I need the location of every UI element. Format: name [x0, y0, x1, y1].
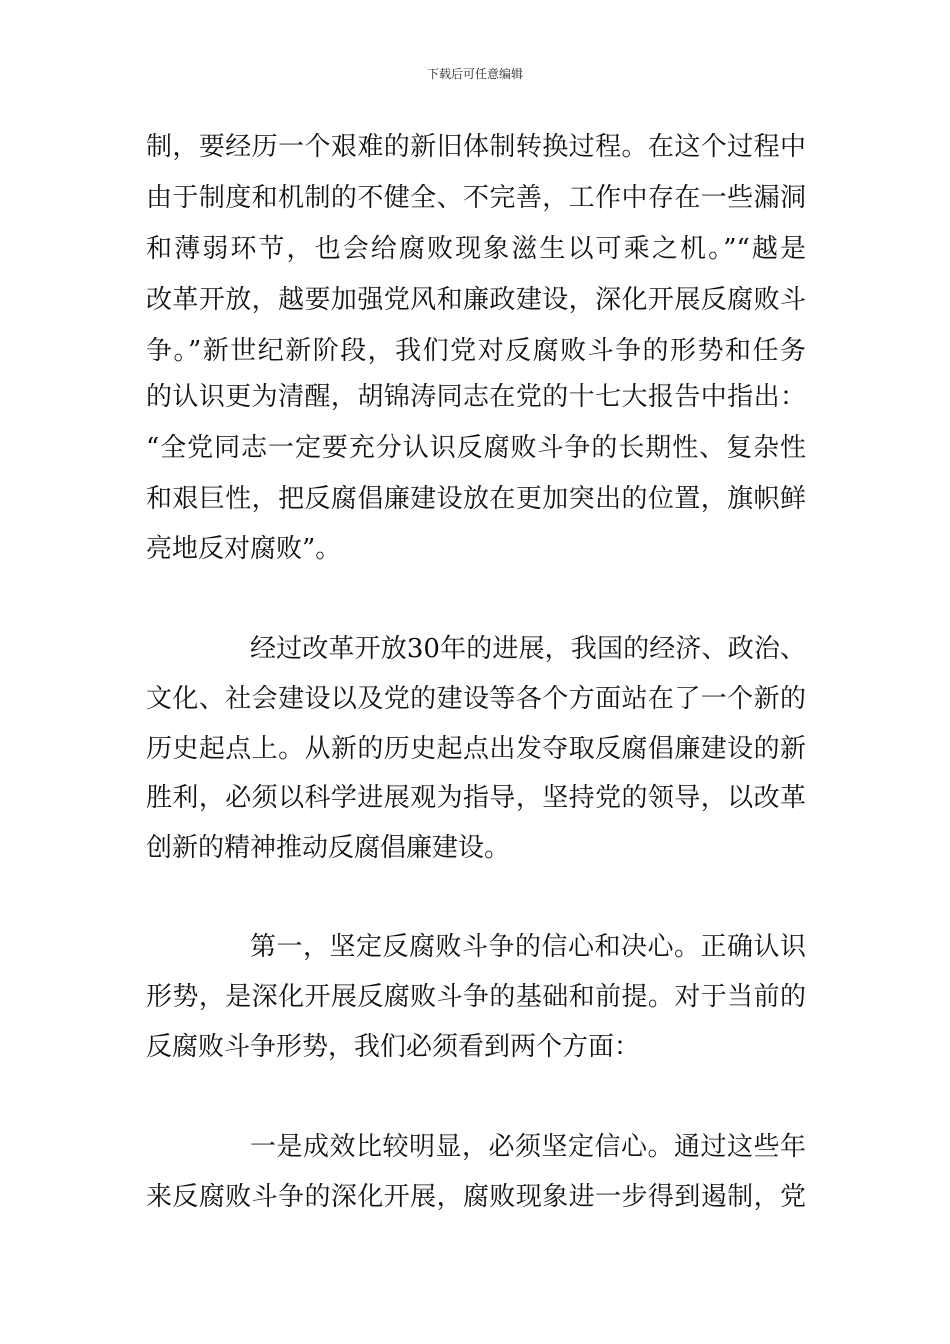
- paragraph-1-line-7: “全党同志一定要充分认识反腐败斗争的长期性、复杂性: [146, 433, 806, 463]
- paragraph-4-line-2: 来反腐败斗争的深化开展，腐败现象进一步得到遏制，党: [146, 1182, 806, 1212]
- paragraph-2-line-1: 经过改革开放30年的进展，我国的经济、政治、: [250, 634, 806, 664]
- paragraph-1-line-2: 由于制度和机制的不健全、不完善，工作中存在一些漏洞: [146, 183, 806, 213]
- paragraph-1-line-9: 亮地反对腐败”。: [146, 534, 342, 564]
- paragraph-1-line-8: 和艰巨性，把反腐倡廉建设放在更加突出的位置，旗帜鲜: [146, 484, 806, 514]
- paragraph-3-line-3: 反腐败斗争形势，我们必须看到两个方面：: [146, 1032, 641, 1062]
- paragraph-3-line-1: 第一，坚定反腐败斗争的信心和决心。正确认识: [250, 932, 806, 962]
- paragraph-2-line-2: 文化、社会建设以及党的建设等各个方面站在了一个新的: [146, 684, 806, 714]
- paragraph-2-line-3: 历史起点上。从新的历史起点出发夺取反腐倡廉建设的新: [146, 734, 806, 764]
- paragraph-1-line-5: 争。”新世纪新阶段，我们党对反腐败斗争的形势和任务: [146, 336, 806, 366]
- paragraph-2-line-5: 创新的精神推动反腐倡廉建设。: [146, 833, 511, 863]
- paragraph-1-line-3: 和薄弱环节，也会给腐败现象滋生以可乘之机。”“越是: [146, 234, 806, 264]
- paragraph-1-line-6: 的认识更为清醒，胡锦涛同志在党的十七大报告中指出：: [146, 382, 806, 412]
- paragraph-3-line-2: 形势，是深化开展反腐败斗争的基础和前提。对于当前的: [146, 982, 806, 1012]
- paragraph-4-line-1: 一是成效比较明显，必须坚定信心。通过这些年: [250, 1132, 806, 1162]
- paragraph-1-line-4: 改革开放，越要加强党风和廉政建设，深化开展反腐败斗: [146, 285, 806, 315]
- paragraph-2-line-4: 胜利，必须以科学进展观为指导，坚持党的领导，以改革: [146, 783, 806, 813]
- paragraph-1-line-1: 制，要经历一个艰难的新旧体制转换过程。在这个过程中: [146, 132, 806, 162]
- header-watermark: 下载后可任意编辑: [426, 67, 523, 81]
